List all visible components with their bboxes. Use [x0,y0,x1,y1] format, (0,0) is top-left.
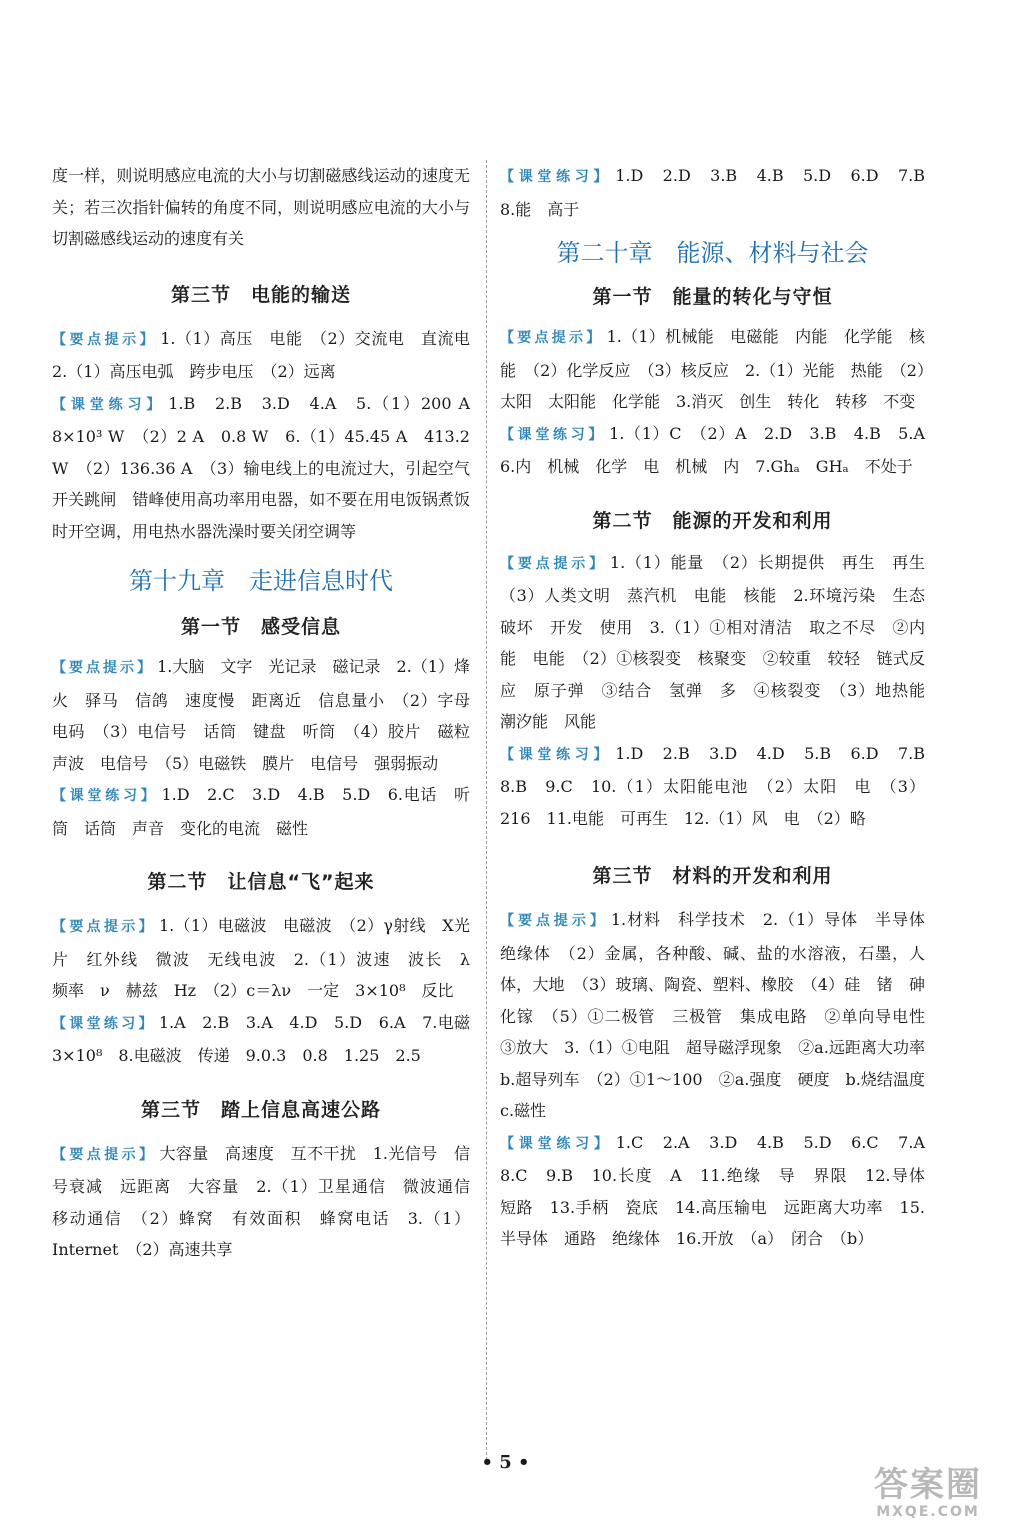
class-practice [52,388,487,548]
key-points-tag: 【要点提示】 [52,919,156,935]
key-points-text: 1.材料 科学技术 2.（1）导体 半导体 绝缘体 （2）金属，各种酸、碱、盐的水溶液，石墨，人体，大地 （3）玻璃、陶瓷、塑料、橡胶 （4）硅 锗 砷化镓 （5）①二极管 三极管 集成电路 ②单向导电性 ③放大 3.（1）①电阻 超导磁浮现象 ②a.远距离大功率 b.超导列车 （2）①1～100 ②a.强度 硬度 b.烧结温度 c.磁性 [500,910,942,1120]
carryover-paragraph: 度一样，则说明感应电流的大小与切割磁感线运动的速度无关；若三次指针偏转的角度不同，则说明感应电流的大小与切割磁感线运动的速度有关 [52,166,470,248]
watermark-logo [848,1466,1008,1520]
key-points [500,904,942,1127]
section-title: 第二节 能源的开发和利用 [592,509,833,532]
column-divider [486,160,487,1460]
class-practice-text: 1.B 2.B 3.D 4.A 5.（1）200 A 8×10³ W （2）2 A 0.8 W 6.（1）45.45 A 413.2 W （2）136.36 A （3）输电线上的电流过大，引起空气开关跳闸 错峰使用高功率用电器，如不要在用电饭锅煮饭时开空调，用电热水器洗澡时要关闭空调等 [52,393,487,541]
chapter-title: 第二十章 能源、材料与社会 [556,239,869,267]
section-title: 第三节 电能的输送 [170,283,351,306]
left-column [52,160,487,1266]
class-practice-text: 1.C 2.A 3.D 4.B 5.D 6.C 7.A 8.C 9.B 10.长度 A 11.绝缘 导 界限 12.导体 短路 13.手柄 瓷底 14.高压输电 远距离大功率 15.半导体 通路 绝缘体 16.开放 （a） 闭合 （b） [500,1132,942,1248]
class-practice [52,779,470,844]
key-points [500,547,942,738]
key-points-text: 大容量 高速度 互不干扰 1.光信号 信号衰减 远距离 大容量 2.（1）卫星通信 微波通信 移动通信 （2）蜂窝 有效面积 蜂窝电话 3.（1）Internet （2）高速共享 [52,1143,487,1259]
page-number: • 5 • [481,1452,530,1473]
class-practice-tag: 【课堂练习】 [500,169,613,185]
class-practice-text: 1.D 2.D 3.B 4.B 5.D 6.D 7.B 8.能 高于 [500,166,942,219]
class-practice-tag: 【课堂练习】 [52,788,159,804]
key-points-text: 1.（1）能量 （2）长期提供 再生 再生 （3）人类文明 蒸汽机 电能 核能 2.环境污染 生态破坏 开发 使用 3.（1）①相对清洁 取之不尽 ②内能 电能 （2）①核裂变 核聚变 ②较重 较轻 链式反应 原子弹 ③结合 氢弹 多 ④核裂变 （3）地热能 潮汐能 风能 [500,552,942,731]
section-title: 第三节 材料的开发和利用 [592,865,833,887]
section-title: 第一节 感受信息 [180,616,341,638]
section-title: 第二节 让信息“飞”起来 [147,871,375,893]
class-practice-text: 1.（1）C （2）A 2.D 3.B 4.B 5.A 6.内 机械 化学 电 机械 内 7.Ghₐ GHₐ 不处于 [500,423,942,476]
key-points [52,1138,487,1266]
watermark-text: 答案圈 [874,1465,982,1505]
key-points-tag: 【要点提示】 [52,660,155,676]
class-practice-tag: 【课堂练习】 [500,746,613,763]
key-points [500,321,925,418]
class-practice [52,1007,487,1072]
section-title: 第三节 踏上信息高速公路 [140,1098,381,1121]
watermark-url: MXQE.COM [876,1504,980,1520]
right-column [500,160,942,1255]
key-points-text: 1.（1）机械能 电磁能 内能 化学能 核能 （2）化学反应 （3）核反应 2.（1）光能 热能 （2）太阳 太阳能 化学能 3.消灭 创生 转化 转移 不变 [500,327,925,411]
class-practice-tag: 【课堂练习】 [500,1135,613,1152]
key-points-text: 1.（1）电磁波 电磁波 （2）γ射线 X光片 红外线 微波 无线电波 2.（1）波速 波长 λ 频率 ν 赫兹 Hz （2）c＝λν 一定 3×10⁸ 反比 [52,916,487,1000]
class-practice [500,160,942,225]
key-points-text: 1.（1）高压 电能 （2）交流电 直流电 2.（1）高压电弧 跨步电压 （2）远离 [52,328,487,381]
class-practice-text: 1.A 2.B 3.A 4.D 5.D 6.A 7.电磁 3×10⁸ 8.电磁波 传递 9.0.3 0.8 1.25 2.5 [52,1012,487,1065]
class-practice [500,418,942,483]
class-practice-tag: 【课堂练习】 [500,426,607,443]
key-points [52,910,487,1007]
class-practice-tag: 【课堂练习】 [52,396,166,413]
class-practice [500,738,942,835]
key-points-tag: 【要点提示】 [500,913,608,929]
key-points-tag: 【要点提示】 [500,555,607,572]
key-points-text: 1.大脑 文字 光记录 磁记录 2.（1）烽火 驿马 信鸽 速度慢 距离近 信息量小 （2）字母 电码 （3）电信号 话筒 键盘 听筒 （4）胶片 磁粒 声波 电信号 （5）电磁铁 膜片 电信号 强弱振动 [52,657,487,773]
key-points-tag: 【要点提示】 [52,331,158,348]
key-points [52,323,487,388]
class-practice-text: 1.D 2.C 3.D 4.B 5.D 6.电话 听筒 话筒 声音 变化的电流 磁性 [52,785,470,838]
chapter-title: 第十九章 走进信息时代 [129,567,393,595]
key-points-tag: 【要点提示】 [500,330,604,346]
class-practice-tag: 【课堂练习】 [52,1015,156,1032]
class-practice [500,1127,942,1255]
key-points-tag: 【要点提示】 [52,1146,157,1163]
class-practice-text: 1.D 2.B 3.D 4.D 5.B 6.D 7.B 8.B 9.C 10.（1）太阳能电池 （2）太阳 电 （3）216 11.电能 可再生 12.（1）风 电 （2）略 [500,743,942,828]
key-points [52,651,487,779]
section-title: 第一节 能量的转化与守恒 [592,286,833,308]
